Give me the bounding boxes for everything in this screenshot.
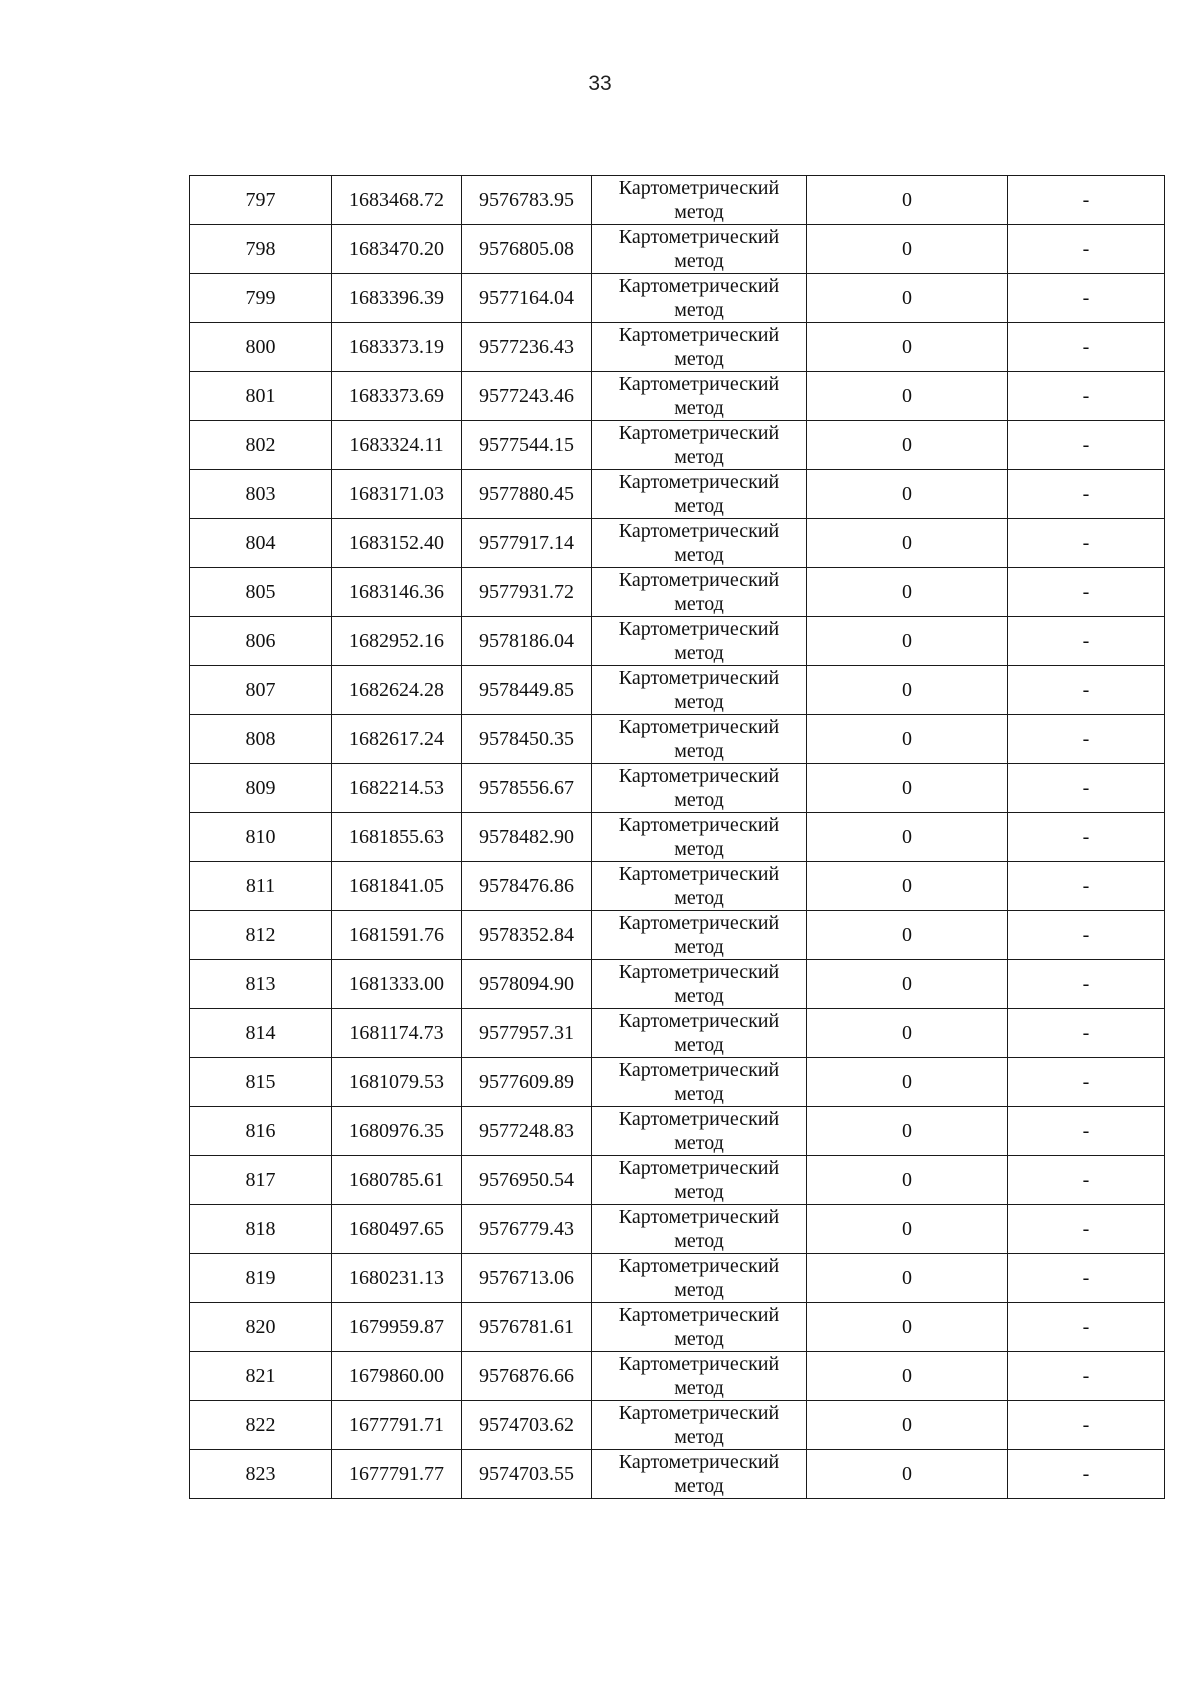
x-coordinate-cell: 1681841.05: [332, 862, 462, 911]
value-cell: 0: [807, 1058, 1008, 1107]
value-cell: 0: [807, 960, 1008, 1009]
method-cell: [592, 813, 807, 862]
table-row: [190, 1254, 1165, 1303]
note-cell: -: [1008, 1352, 1165, 1401]
x-coordinate-cell: 1683324.11: [332, 421, 462, 470]
note-cell: -: [1008, 1009, 1165, 1058]
point-number-cell: 812: [190, 911, 332, 960]
y-coordinate-cell: 9576779.43: [462, 1205, 592, 1254]
method-cell: [592, 715, 807, 764]
note-cell: -: [1008, 421, 1165, 470]
note-cell: -: [1008, 470, 1165, 519]
table-row: [190, 715, 1165, 764]
table-row: [190, 1450, 1165, 1499]
x-coordinate-cell: 1681174.73: [332, 1009, 462, 1058]
method-cell: [592, 1205, 807, 1254]
value-cell: 0: [807, 568, 1008, 617]
method-cell: [592, 1303, 807, 1352]
method-line-1: Картометрический: [618, 226, 780, 248]
value-cell: 0: [807, 1156, 1008, 1205]
x-coordinate-cell: 1683373.19: [332, 323, 462, 372]
y-coordinate-cell: 9578450.35: [462, 715, 592, 764]
x-coordinate-cell: 1679860.00: [332, 1352, 462, 1401]
table-row: [190, 960, 1165, 1009]
method-line-1: Картометрический: [618, 1059, 780, 1081]
method-cell: [592, 862, 807, 911]
method-line-1: Картометрический: [618, 1353, 780, 1375]
note-cell: -: [1008, 617, 1165, 666]
value-cell: 0: [807, 519, 1008, 568]
value-cell: 0: [807, 274, 1008, 323]
table-row: [190, 372, 1165, 421]
y-coordinate-cell: 9576805.08: [462, 225, 592, 274]
note-cell: -: [1008, 1450, 1165, 1499]
table-row: [190, 1058, 1165, 1107]
method-line-2: метод: [674, 299, 724, 321]
method-line-2: метод: [674, 887, 724, 909]
y-coordinate-cell: 9576713.06: [462, 1254, 592, 1303]
table-row: [190, 176, 1165, 225]
value-cell: 0: [807, 1303, 1008, 1352]
table-row: [190, 617, 1165, 666]
method-line-1: Картометрический: [618, 275, 780, 297]
point-number-cell: 814: [190, 1009, 332, 1058]
method-cell: [592, 617, 807, 666]
value-cell: 0: [807, 813, 1008, 862]
point-number-cell: 815: [190, 1058, 332, 1107]
x-coordinate-cell: 1683468.72: [332, 176, 462, 225]
y-coordinate-cell: 9576950.54: [462, 1156, 592, 1205]
method-cell: [592, 470, 807, 519]
table-row: [190, 1156, 1165, 1205]
table-row: [190, 519, 1165, 568]
coordinates-table: [189, 175, 1165, 1499]
method-line-1: Картометрический: [618, 961, 780, 983]
point-number-cell: 809: [190, 764, 332, 813]
method-line-2: метод: [674, 1279, 724, 1301]
method-cell: [592, 1107, 807, 1156]
y-coordinate-cell: 9578094.90: [462, 960, 592, 1009]
value-cell: 0: [807, 1009, 1008, 1058]
method-line-1: Картометрический: [618, 716, 780, 738]
value-cell: 0: [807, 1254, 1008, 1303]
x-coordinate-cell: 1679959.87: [332, 1303, 462, 1352]
x-coordinate-cell: 1677791.71: [332, 1401, 462, 1450]
note-cell: -: [1008, 1156, 1165, 1205]
y-coordinate-cell: 9576781.61: [462, 1303, 592, 1352]
method-line-1: Картометрический: [618, 765, 780, 787]
point-number-cell: 797: [190, 176, 332, 225]
x-coordinate-cell: 1683171.03: [332, 470, 462, 519]
method-cell: [592, 1254, 807, 1303]
note-cell: -: [1008, 1254, 1165, 1303]
x-coordinate-cell: 1681333.00: [332, 960, 462, 1009]
point-number-cell: 818: [190, 1205, 332, 1254]
point-number-cell: 807: [190, 666, 332, 715]
table-row: [190, 1401, 1165, 1450]
y-coordinate-cell: 9577248.83: [462, 1107, 592, 1156]
method-line-1: Картометрический: [618, 471, 780, 493]
method-line-2: метод: [674, 495, 724, 517]
method-line-2: метод: [674, 936, 724, 958]
x-coordinate-cell: 1681591.76: [332, 911, 462, 960]
value-cell: 0: [807, 1205, 1008, 1254]
method-line-2: метод: [674, 250, 724, 272]
x-coordinate-cell: 1681079.53: [332, 1058, 462, 1107]
point-number-cell: 808: [190, 715, 332, 764]
x-coordinate-cell: 1682214.53: [332, 764, 462, 813]
value-cell: 0: [807, 715, 1008, 764]
point-number-cell: 822: [190, 1401, 332, 1450]
method-cell: [592, 1156, 807, 1205]
value-cell: 0: [807, 1401, 1008, 1450]
note-cell: -: [1008, 715, 1165, 764]
method-cell: [592, 225, 807, 274]
x-coordinate-cell: 1683146.36: [332, 568, 462, 617]
y-coordinate-cell: 9577164.04: [462, 274, 592, 323]
y-coordinate-cell: 9576783.95: [462, 176, 592, 225]
note-cell: -: [1008, 519, 1165, 568]
method-line-1: Картометрический: [618, 1451, 780, 1473]
y-coordinate-cell: 9574703.55: [462, 1450, 592, 1499]
method-line-1: Картометрический: [618, 422, 780, 444]
method-line-2: метод: [674, 740, 724, 762]
method-line-2: метод: [674, 1426, 724, 1448]
point-number-cell: 823: [190, 1450, 332, 1499]
table-row: [190, 1352, 1165, 1401]
method-line-1: Картометрический: [618, 1157, 780, 1179]
note-cell: -: [1008, 1303, 1165, 1352]
method-line-1: Картометрический: [618, 569, 780, 591]
x-coordinate-cell: 1682624.28: [332, 666, 462, 715]
value-cell: 0: [807, 862, 1008, 911]
table-row: [190, 470, 1165, 519]
note-cell: -: [1008, 764, 1165, 813]
note-cell: -: [1008, 323, 1165, 372]
x-coordinate-cell: 1682617.24: [332, 715, 462, 764]
value-cell: 0: [807, 176, 1008, 225]
method-cell: [592, 568, 807, 617]
x-coordinate-cell: 1683396.39: [332, 274, 462, 323]
value-cell: 0: [807, 1352, 1008, 1401]
note-cell: -: [1008, 372, 1165, 421]
method-line-1: Картометрический: [618, 1206, 780, 1228]
value-cell: 0: [807, 617, 1008, 666]
table-row: [190, 421, 1165, 470]
y-coordinate-cell: 9577931.72: [462, 568, 592, 617]
method-cell: [592, 519, 807, 568]
method-cell: [592, 372, 807, 421]
method-line-1: Картометрический: [618, 667, 780, 689]
table-row: [190, 568, 1165, 617]
note-cell: -: [1008, 862, 1165, 911]
method-line-2: метод: [674, 397, 724, 419]
method-line-2: метод: [674, 544, 724, 566]
y-coordinate-cell: 9578556.67: [462, 764, 592, 813]
method-cell: [592, 1352, 807, 1401]
point-number-cell: 821: [190, 1352, 332, 1401]
y-coordinate-cell: 9577544.15: [462, 421, 592, 470]
method-line-2: метод: [674, 691, 724, 713]
x-coordinate-cell: 1680231.13: [332, 1254, 462, 1303]
point-number-cell: 799: [190, 274, 332, 323]
point-number-cell: 806: [190, 617, 332, 666]
x-coordinate-cell: 1682952.16: [332, 617, 462, 666]
x-coordinate-cell: 1680497.65: [332, 1205, 462, 1254]
y-coordinate-cell: 9578352.84: [462, 911, 592, 960]
coordinates-table-body: [190, 176, 1165, 1499]
page-number: 33: [588, 72, 612, 95]
method-line-2: метод: [674, 201, 724, 223]
method-line-1: Картометрический: [618, 177, 780, 199]
point-number-cell: 819: [190, 1254, 332, 1303]
method-cell: [592, 764, 807, 813]
x-coordinate-cell: 1681855.63: [332, 813, 462, 862]
note-cell: -: [1008, 1205, 1165, 1254]
y-coordinate-cell: 9577957.31: [462, 1009, 592, 1058]
method-line-2: метод: [674, 1034, 724, 1056]
y-coordinate-cell: 9578449.85: [462, 666, 592, 715]
value-cell: 0: [807, 1450, 1008, 1499]
method-line-1: Картометрический: [618, 1108, 780, 1130]
point-number-cell: 802: [190, 421, 332, 470]
x-coordinate-cell: 1683470.20: [332, 225, 462, 274]
point-number-cell: 805: [190, 568, 332, 617]
method-line-2: метод: [674, 1475, 724, 1497]
value-cell: 0: [807, 323, 1008, 372]
method-cell: [592, 176, 807, 225]
table-row: [190, 764, 1165, 813]
method-line-1: Картометрический: [618, 618, 780, 640]
method-cell: [592, 274, 807, 323]
note-cell: -: [1008, 274, 1165, 323]
point-number-cell: 803: [190, 470, 332, 519]
note-cell: -: [1008, 176, 1165, 225]
method-cell: [592, 1058, 807, 1107]
value-cell: 0: [807, 372, 1008, 421]
point-number-cell: 801: [190, 372, 332, 421]
table-row: [190, 911, 1165, 960]
table-row: [190, 323, 1165, 372]
x-coordinate-cell: 1683152.40: [332, 519, 462, 568]
table-row: [190, 666, 1165, 715]
value-cell: 0: [807, 470, 1008, 519]
method-line-1: Картометрический: [618, 863, 780, 885]
method-line-2: метод: [674, 348, 724, 370]
method-cell: [592, 323, 807, 372]
method-line-2: метод: [674, 789, 724, 811]
y-coordinate-cell: 9577236.43: [462, 323, 592, 372]
method-line-1: Картометрический: [618, 373, 780, 395]
point-number-cell: 813: [190, 960, 332, 1009]
table-row: [190, 1009, 1165, 1058]
x-coordinate-cell: 1680976.35: [332, 1107, 462, 1156]
method-cell: [592, 666, 807, 715]
value-cell: 0: [807, 911, 1008, 960]
table-row: [190, 274, 1165, 323]
table-row: [190, 862, 1165, 911]
table-row: [190, 1205, 1165, 1254]
method-cell: [592, 960, 807, 1009]
table-row: [190, 1107, 1165, 1156]
method-line-1: Картометрический: [618, 912, 780, 934]
method-line-1: Картометрический: [618, 814, 780, 836]
note-cell: -: [1008, 1401, 1165, 1450]
method-line-1: Картометрический: [618, 1010, 780, 1032]
note-cell: -: [1008, 1058, 1165, 1107]
note-cell: -: [1008, 1107, 1165, 1156]
method-cell: [592, 911, 807, 960]
method-line-2: метод: [674, 1083, 724, 1105]
note-cell: -: [1008, 666, 1165, 715]
method-line-1: Картометрический: [618, 324, 780, 346]
method-line-2: метод: [674, 642, 724, 664]
method-line-1: Картометрический: [618, 1255, 780, 1277]
y-coordinate-cell: 9578476.86: [462, 862, 592, 911]
method-cell: [592, 1450, 807, 1499]
x-coordinate-cell: 1683373.69: [332, 372, 462, 421]
value-cell: 0: [807, 1107, 1008, 1156]
method-line-1: Картометрический: [618, 1304, 780, 1326]
y-coordinate-cell: 9574703.62: [462, 1401, 592, 1450]
y-coordinate-cell: 9578482.90: [462, 813, 592, 862]
note-cell: -: [1008, 813, 1165, 862]
value-cell: 0: [807, 421, 1008, 470]
point-number-cell: 820: [190, 1303, 332, 1352]
point-number-cell: 804: [190, 519, 332, 568]
value-cell: 0: [807, 666, 1008, 715]
value-cell: 0: [807, 764, 1008, 813]
y-coordinate-cell: 9577609.89: [462, 1058, 592, 1107]
method-line-2: метод: [674, 838, 724, 860]
table-row: [190, 813, 1165, 862]
note-cell: -: [1008, 960, 1165, 1009]
x-coordinate-cell: 1677791.77: [332, 1450, 462, 1499]
method-line-2: метод: [674, 1328, 724, 1350]
method-line-2: метод: [674, 1181, 724, 1203]
method-line-2: метод: [674, 1132, 724, 1154]
y-coordinate-cell: 9578186.04: [462, 617, 592, 666]
y-coordinate-cell: 9577917.14: [462, 519, 592, 568]
value-cell: 0: [807, 225, 1008, 274]
note-cell: -: [1008, 911, 1165, 960]
method-line-2: метод: [674, 1377, 724, 1399]
point-number-cell: 817: [190, 1156, 332, 1205]
y-coordinate-cell: 9576876.66: [462, 1352, 592, 1401]
method-line-2: метод: [674, 985, 724, 1007]
method-line-2: метод: [674, 446, 724, 468]
point-number-cell: 811: [190, 862, 332, 911]
method-cell: [592, 1009, 807, 1058]
method-line-1: Картометрический: [618, 520, 780, 542]
point-number-cell: 800: [190, 323, 332, 372]
note-cell: -: [1008, 225, 1165, 274]
point-number-cell: 810: [190, 813, 332, 862]
method-cell: [592, 1401, 807, 1450]
note-cell: -: [1008, 568, 1165, 617]
table-row: [190, 225, 1165, 274]
point-number-cell: 798: [190, 225, 332, 274]
point-number-cell: 816: [190, 1107, 332, 1156]
method-line-2: метод: [674, 1230, 724, 1252]
method-line-1: Картометрический: [618, 1402, 780, 1424]
method-cell: [592, 421, 807, 470]
table-row: [190, 1303, 1165, 1352]
method-line-2: метод: [674, 593, 724, 615]
y-coordinate-cell: 9577880.45: [462, 470, 592, 519]
x-coordinate-cell: 1680785.61: [332, 1156, 462, 1205]
y-coordinate-cell: 9577243.46: [462, 372, 592, 421]
